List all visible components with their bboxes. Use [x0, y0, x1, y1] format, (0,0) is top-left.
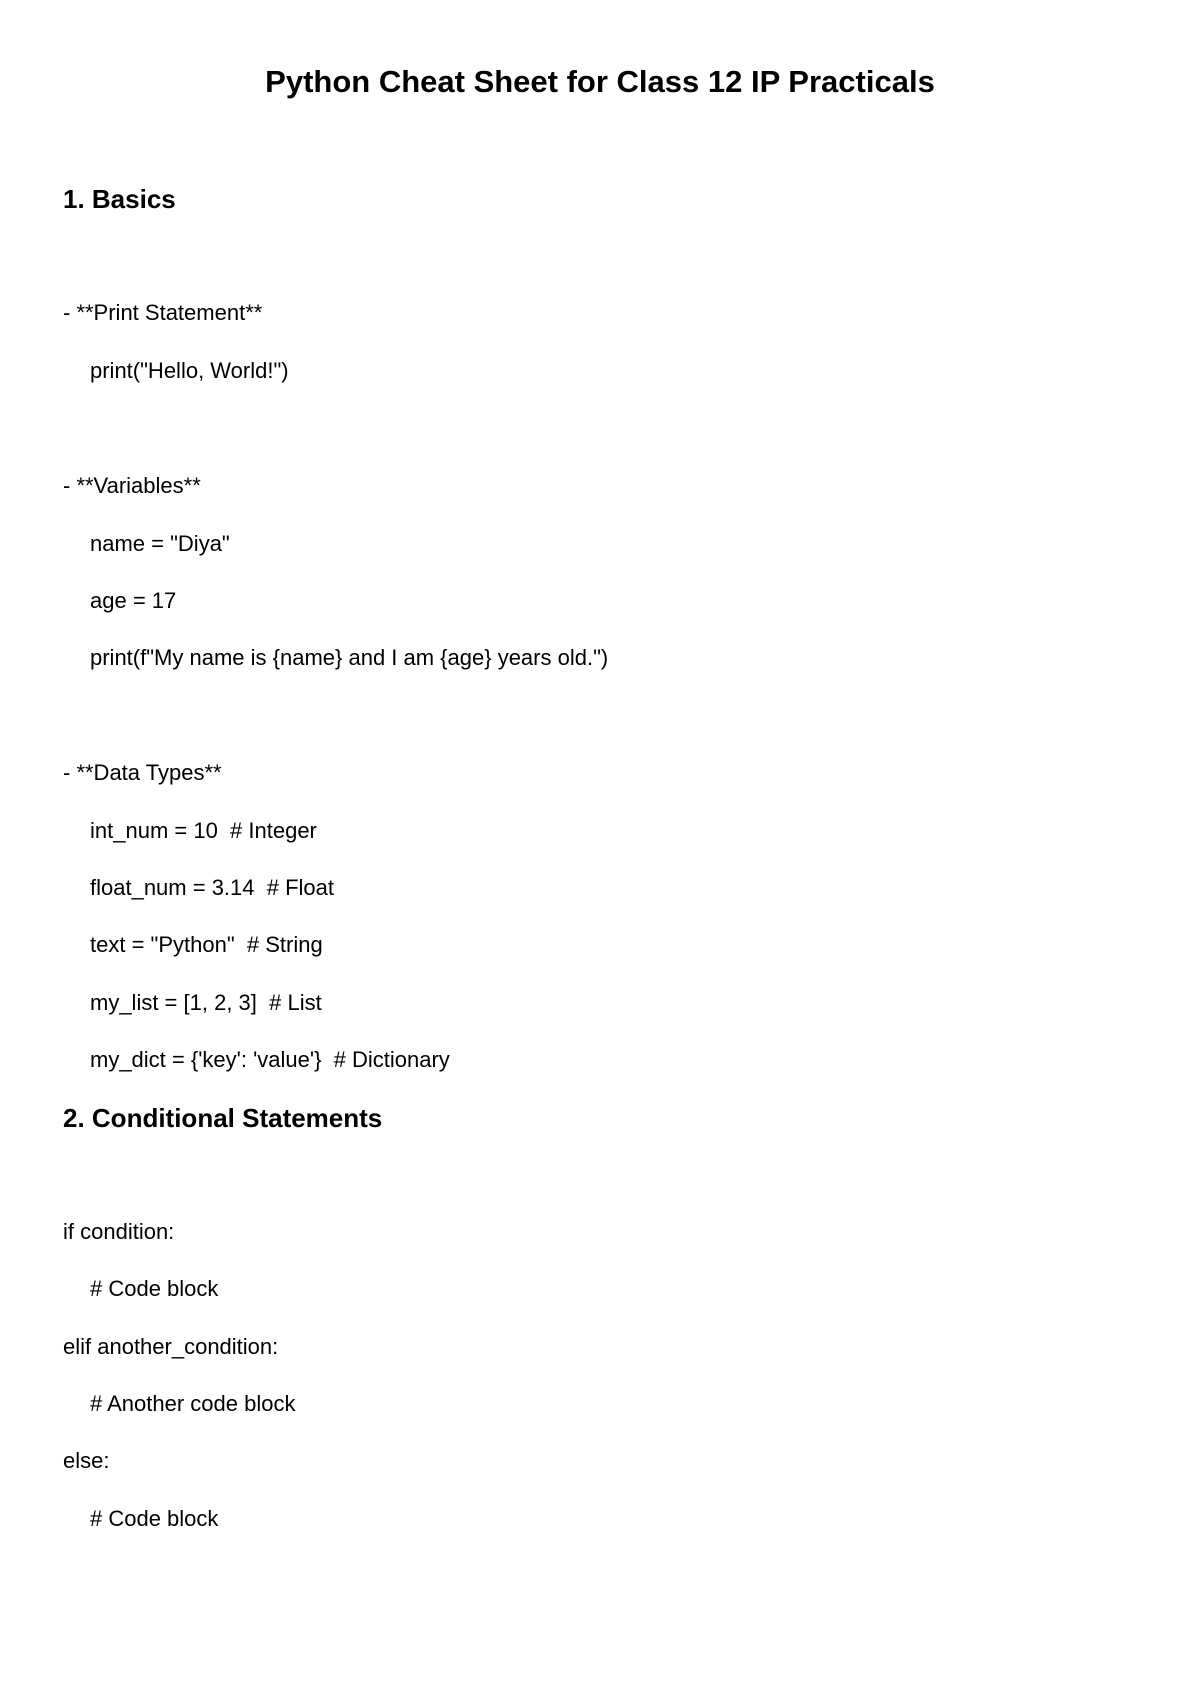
code-line: print("Hello, World!") [90, 358, 289, 383]
item-label-data-types: - **Data Types** [63, 760, 222, 785]
section-heading-conditional-statements: 2. Conditional Statements [63, 1103, 383, 1133]
code-line: age = 17 [90, 588, 177, 613]
code-line: print(f"My name is {name} and I am {age} years old.") [90, 645, 609, 670]
code-line: int_num = 10 # Integer [90, 818, 317, 843]
code-line: my_list = [1, 2, 3] # List [90, 990, 322, 1015]
code-line: else: [63, 1448, 110, 1473]
code-line: float_num = 3.14 # Float [90, 875, 334, 900]
item-label-variables: - **Variables** [63, 473, 201, 498]
code-line: # Code block [90, 1276, 219, 1301]
code-line: elif another_condition: [63, 1334, 279, 1359]
code-line: if condition: [63, 1219, 175, 1244]
item-label-print-statement: - **Print Statement** [63, 300, 263, 325]
code-line: # Another code block [90, 1391, 296, 1416]
code-line: name = "Diya" [90, 531, 230, 556]
code-line: text = "Python" # String [90, 932, 323, 957]
section-heading-basics: 1. Basics [63, 184, 176, 214]
code-line: my_dict = {'key': 'value'} # Dictionary [90, 1047, 450, 1072]
code-line: # Code block [90, 1506, 219, 1531]
page-title: Python Cheat Sheet for Class 12 IP Practicals [265, 64, 935, 99]
